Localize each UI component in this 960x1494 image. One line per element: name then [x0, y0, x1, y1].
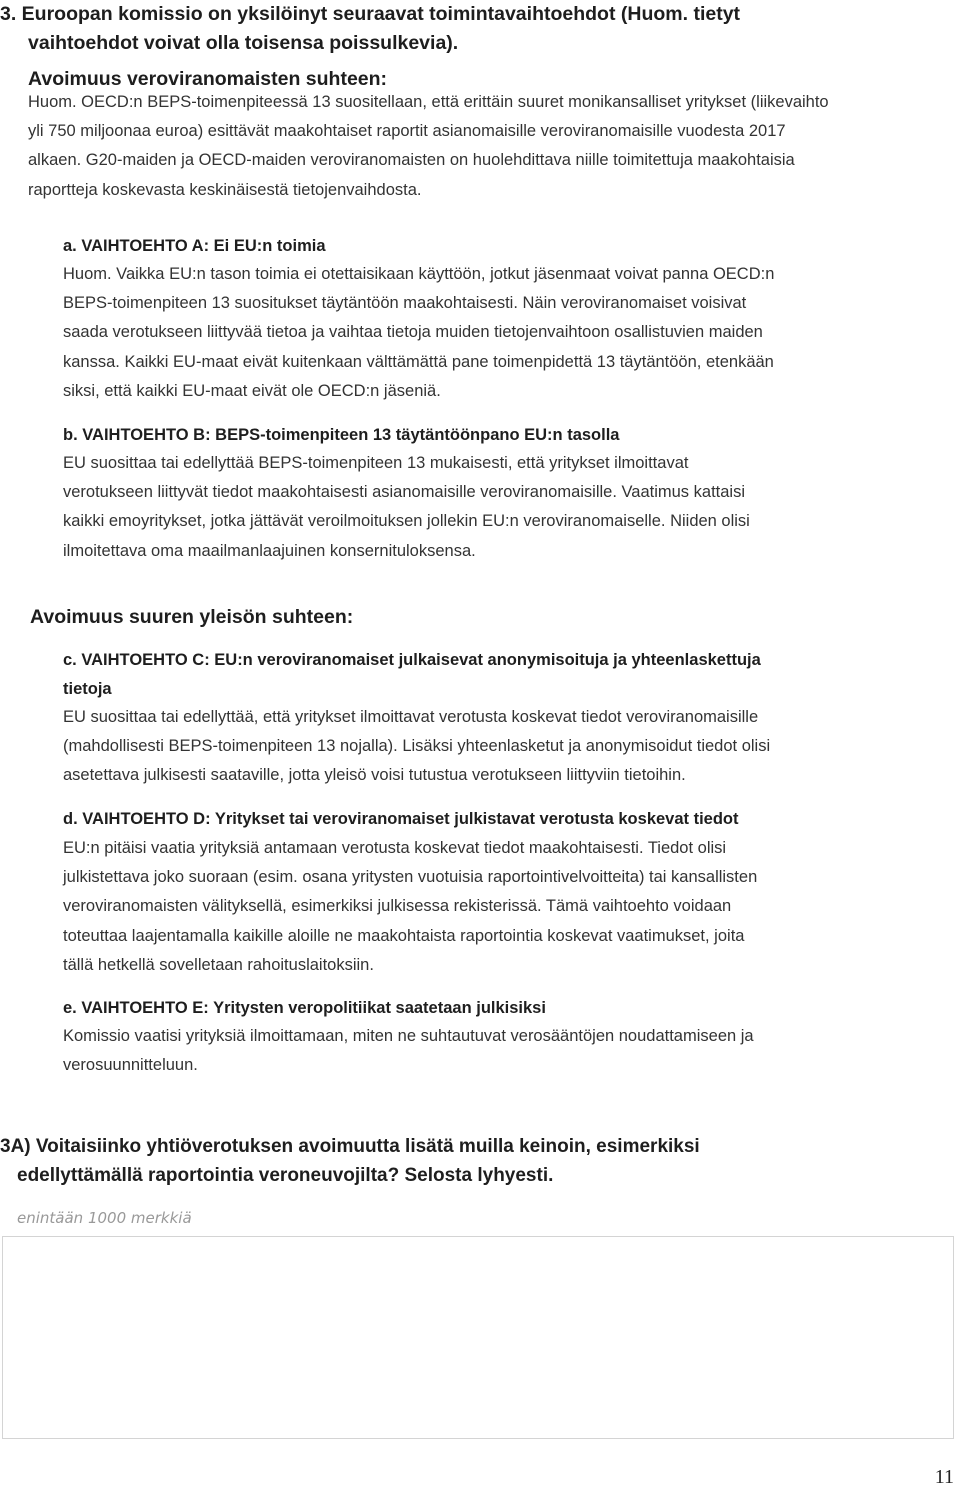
- option-b-title: b. VAIHTOEHTO B: BEPS-toimenpiteen 13 täytäntöönpano EU:n tasolla: [63, 426, 620, 444]
- option-d-title: d. VAIHTOEHTO D: Yritykset tai veroviranomaiset julkistavat verotusta koskevat tiedot: [63, 810, 739, 828]
- question-3-title-line2: vaihtoehdot voivat olla toisensa poissulkevia).: [28, 32, 459, 54]
- option-a-line: kanssa. Kaikki EU-maat eivät kuitenkaan välttämättä pane toimenpidettä 13 täytäntöön, etenkään: [63, 352, 774, 371]
- intro-line: alkaen. G20-maiden ja OECD-maiden veroviranomaisten on huolehdittava niille toimitettuja maakohtaisia: [28, 151, 795, 170]
- option-b-line: ilmoitettava oma maailmanlaajuinen konsernituloksensa.: [63, 541, 476, 560]
- character-limit-hint: enintään 1000 merkkiä: [17, 1209, 192, 1227]
- option-b-line: verotukseen liittyvät tiedot maakohtaisesti asianomaisille veroviranomaisille. Vaatimus kattaisi: [63, 483, 745, 502]
- section-authorities-intro: [28, 88, 953, 205]
- option-c-line: (mahdollisesti BEPS-toimenpiteen 13 nojalla). Lisäksi yhteenlasketut ja anonymisoidut tiedot olisi: [63, 737, 771, 756]
- option-a-line: siksi, että kaikki EU-maat eivät ole OECD:n jäseniä.: [63, 381, 441, 400]
- option-e-body: [63, 1022, 953, 1080]
- option-c-line: EU suosittaa tai edellyttää, että yritykset ilmoittavat verotusta koskevat tiedot veroviranomaisille: [63, 708, 759, 726]
- option-a-title: a. VAIHTOEHTO A: Ei EU:n toimia: [63, 237, 326, 255]
- option-d-body: [63, 834, 953, 980]
- option-b-line: kaikki emoyritykset, jotka jättävät veroilmoituksen jollekin EU:n veroviranomaiselle. Niiden olisi: [63, 512, 750, 531]
- option-a-body: [63, 260, 953, 406]
- question-3a-title: [0, 1132, 940, 1190]
- option-b-body: [63, 449, 953, 566]
- option-e-line: verosuunnitteluun.: [63, 1056, 198, 1075]
- question-3-title-line1: 3. Euroopan komissio on yksilöinyt seuraavat toimintavaihtoehdot (Huom. tietyt: [0, 3, 741, 25]
- option-c-title: [63, 646, 953, 704]
- page-number: 11: [934, 1466, 954, 1488]
- question-3-title: [0, 0, 940, 58]
- option-d-line: tällä hetkellä sovelletaan rahoituslaitoksiin.: [63, 955, 374, 974]
- option-a-line: saada verotukseen liittyvää tietoa ja vaihtaa tietoja muiden tietojenvaihtoon osallistuvien maiden: [63, 323, 763, 342]
- option-c-line: asetettava julkisesti saataville, jotta yleisö voisi tutustua verotukseen liittyviin tietoihin.: [63, 766, 686, 785]
- option-d-line: EU:n pitäisi vaatia yrityksiä antamaan verotusta koskevat tiedot maakohtaisesti. Tiedot olisi: [63, 839, 727, 857]
- option-d-line: toteuttaa laajentamalla kaikille aloille ne maakohtaista raportointia koskevat vaatimukset, joita: [63, 926, 745, 945]
- intro-line: Huom. OECD:n BEPS-toimenpiteessä 13 suositellaan, että erittäin suuret monikansalliset yritykset (liikevaihto: [28, 93, 829, 111]
- option-a-line: BEPS-toimenpiteen 13 suositukset täytäntöön maakohtaisesti. Näin veroviranomaiset voisivat: [63, 294, 747, 313]
- section-authorities-heading: Avoimuus veroviranomaisten suhteen:: [28, 68, 388, 90]
- option-d-line: julkistettava joko suoraan (esim. osana yritysten vuotuisia raportointivelvoitteita) tai kansallisten: [63, 868, 758, 887]
- question-3a-title-line1: 3A) Voitaisiinko yhtiöverotuksen avoimuutta lisätä muilla keinoin, esimerkiksi: [0, 1136, 700, 1157]
- option-a-line: Huom. Vaikka EU:n tason toimia ei otettaisikaan käyttöön, jotkut jäsenmaat voivat panna OECD:n: [63, 265, 775, 283]
- option-b-line: EU suosittaa tai edellyttää BEPS-toimenpiteen 13 mukaisesti, että yritykset ilmoittavat: [63, 454, 689, 472]
- answer-textarea[interactable]: [2, 1236, 954, 1439]
- intro-line: raportteja koskevasta keskinäisestä tietojenvaihdosta.: [28, 180, 422, 199]
- intro-line: yli 750 miljoonaa euroa) esittävät maakohtaiset raportit asianomaisille veroviranomaisille vuodesta 2017: [28, 122, 786, 141]
- option-c-body: [63, 703, 953, 791]
- option-d-line: veroviranomaisten välityksellä, esimerkiksi julkisessa rekisterissä. Tämä vaihtoehto voidaan: [63, 897, 732, 916]
- option-e-title: e. VAIHTOEHTO E: Yritysten veropolitiikat saatetaan julkisiksi: [63, 999, 546, 1017]
- option-c-title-line: c. VAIHTOEHTO C: EU:n veroviranomaiset julkaisevat anonymisoituja ja yhteenlaskettuja: [63, 651, 761, 669]
- question-3a-title-line2: edellyttämällä raportointia veroneuvojilta? Selosta lyhyesti.: [17, 1165, 554, 1186]
- section-public-heading: Avoimuus suuren yleisön suhteen:: [30, 606, 354, 628]
- option-c-title-line: tietoja: [63, 680, 112, 698]
- option-e-line: Komissio vaatisi yrityksiä ilmoittamaan, miten ne suhtautuvat verosääntöjen noudattamiseen ja: [63, 1027, 754, 1045]
